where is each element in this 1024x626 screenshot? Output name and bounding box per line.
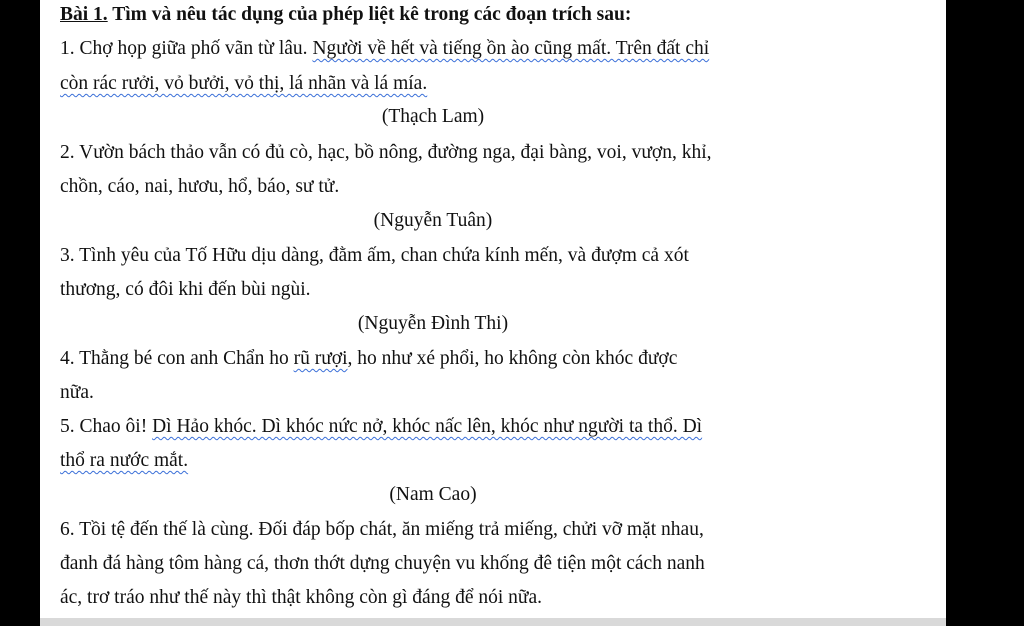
excerpt-3-line-1 <box>60 243 876 269</box>
text-run: 2. Vườn bách thảo vẫn có đủ cò, hạc, bồ nông, đường nga, đại bàng, voi, vượn, khỉ, <box>60 142 712 163</box>
text-run: 6. Tồi tệ đến thế là cùng. Đối đáp bốp chát, ăn miếng trả miếng, chửi vỡ mặt nhau, <box>60 519 704 540</box>
excerpt-3-line-2 <box>60 277 876 303</box>
excerpt-5-line-2 <box>60 448 876 474</box>
text-run: nữa. <box>60 382 94 403</box>
author-name: (Nam Cao) <box>389 484 477 505</box>
spellcheck-underlined-text: còn rác rưởi, vỏ bưởi, vỏ thị, lá nhãn và lá mía. <box>60 73 428 94</box>
author-name: (Nguyễn Tuân) <box>373 210 493 231</box>
excerpt-6-line-3 <box>60 585 876 611</box>
excerpt-6-line-1 <box>60 517 876 543</box>
excerpt-2-line-2 <box>60 174 876 200</box>
spellcheck-underlined-text: rũ rượi <box>293 348 348 369</box>
spellcheck-underlined-text: Dì Hảo khóc. Dì khóc nức nở, khóc nấc lên, khóc như người ta thổ. Dì <box>152 416 703 437</box>
text-run: 1. Chợ họp giữa phố vãn từ lâu. <box>60 38 313 59</box>
exercise-instruction: Tìm và nêu tác dụng của phép liệt kê trong các đoạn trích sau: <box>107 4 632 25</box>
author-nguyen-dinh-thi <box>40 311 826 337</box>
excerpt-4-line-2 <box>60 380 876 406</box>
spellcheck-underlined-text: thổ ra nước mắt. <box>60 450 189 471</box>
author-thach-lam <box>40 104 826 130</box>
page-bottom-edge <box>40 618 946 626</box>
text-run: 4. Thằng bé con anh Chẩn ho <box>60 348 294 369</box>
excerpt-5-line-1 <box>60 414 876 440</box>
excerpt-1-line-2 <box>60 71 876 97</box>
text-run: ác, trơ tráo như thế này thì thật không còn gì đáng để nói nữa. <box>60 587 542 608</box>
text-run: thương, có đôi khi đến bùi ngùi. <box>60 279 311 300</box>
spellcheck-underlined-text: Người về hết và tiếng ồn ào cũng mất. Trên đất chỉ <box>312 38 710 59</box>
excerpt-4-line-1 <box>60 346 876 372</box>
author-name: (Thạch Lam) <box>381 106 485 127</box>
text-run: chồn, cáo, nai, hươu, hổ, báo, sư tử. <box>60 176 340 197</box>
exercise-label: Bài 1. <box>60 4 108 25</box>
author-name: (Nguyễn Đình Thi) <box>357 313 509 334</box>
exercise-title <box>60 2 876 28</box>
excerpt-2-line-1 <box>60 140 876 166</box>
excerpt-6-line-2 <box>60 551 876 577</box>
excerpt-1-line-1 <box>60 36 876 62</box>
text-run: 3. Tình yêu của Tố Hữu dịu dàng, đằm ấm, chan chứa kính mến, và đượm cả xót <box>60 245 689 266</box>
author-nguyen-tuan <box>40 208 826 234</box>
text-run: đanh đá hàng tôm hàng cá, thơn thớt dựng chuyện vu khống đê tiện một cách nanh <box>60 553 705 574</box>
text-run: , ho như xé phổi, ho không còn khóc được <box>347 348 678 369</box>
text-run: 5. Chao ôi! <box>60 416 153 437</box>
author-nam-cao <box>40 482 826 508</box>
document-page <box>40 0 946 626</box>
